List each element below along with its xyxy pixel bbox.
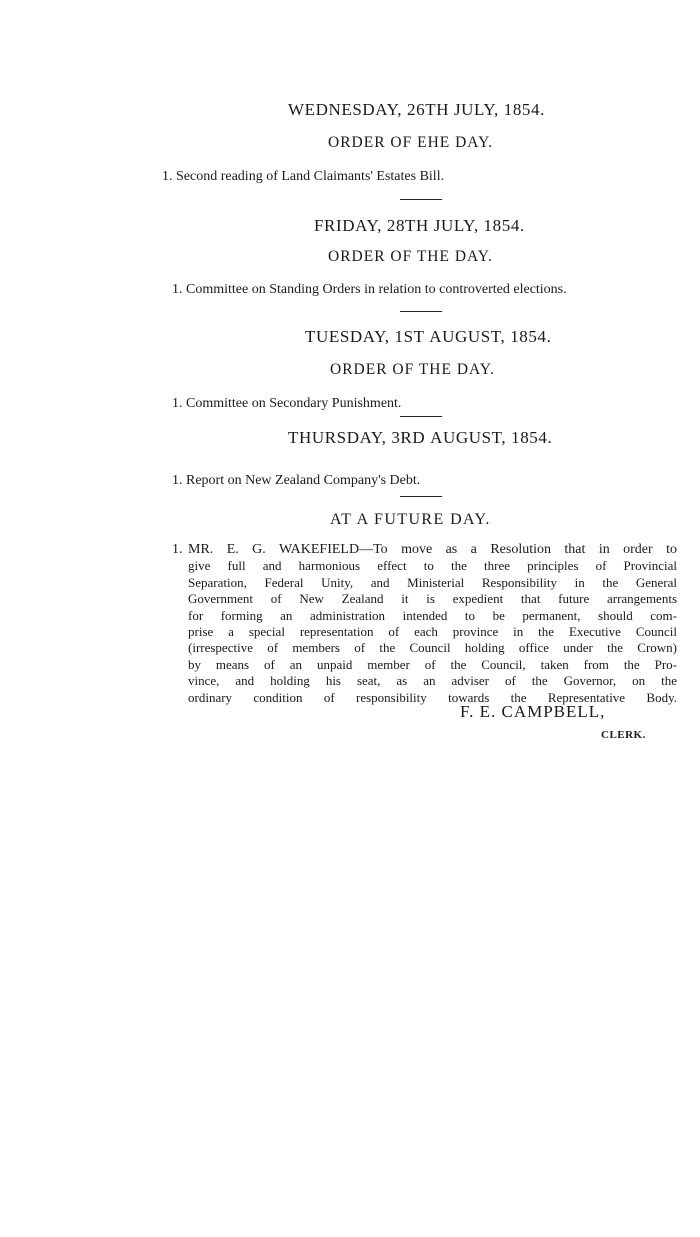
motion-line: by means of an unpaid member of the Council, taken from the Pro- bbox=[188, 656, 677, 672]
order-item: 1. Committee on Standing Orders in relation to controverted elections. bbox=[172, 282, 567, 297]
order-item: 1. Report on New Zealand Company's Debt. bbox=[172, 473, 421, 488]
section-divider bbox=[400, 199, 442, 200]
section-heading-wednesday bbox=[288, 100, 545, 120]
heading-month: AUGUST, bbox=[430, 428, 507, 447]
order-of-day-label: ORDER OF THE DAY. bbox=[330, 361, 495, 378]
section-divider bbox=[400, 311, 442, 312]
section-divider bbox=[400, 496, 442, 497]
heading-month: JULY, bbox=[433, 216, 479, 235]
order-of-day-label: ORDER OF THE DAY. bbox=[328, 248, 493, 265]
motion-line: prise a special representation of each province in the Executive Council bbox=[188, 623, 677, 639]
heading-date: 1ST bbox=[394, 327, 425, 346]
heading-month: AUGUST, bbox=[429, 327, 506, 346]
motion-line: vince, and holding his seat, as an adviser of the Governor, on the bbox=[188, 673, 677, 689]
section-heading-tuesday bbox=[305, 327, 551, 347]
heading-year: 1854. bbox=[511, 428, 553, 447]
motion-line: ordinary condition of responsibility towards the Representative Body. bbox=[188, 689, 677, 705]
section-heading-friday bbox=[314, 216, 525, 236]
motion-line: Separation, Federal Unity, and Ministerial Responsibility in the General bbox=[188, 574, 677, 590]
signatory-name: F. E. CAMPBELL, bbox=[460, 702, 606, 721]
heading-month: JULY, bbox=[453, 100, 499, 119]
heading-year: 1854. bbox=[503, 100, 545, 119]
motion-line: MR. E. G. WAKEFIELD—To move as a Resolution that in order to bbox=[188, 542, 677, 557]
motion-line: (irrespective of members of the Council holding office under the Crown) bbox=[188, 640, 677, 656]
heading-day: WEDNESDAY, bbox=[288, 100, 403, 119]
motion-line: give full and harmonious effect to the three principles of Provincial bbox=[188, 558, 677, 574]
wakefield-motion bbox=[172, 542, 677, 706]
heading-day: FRIDAY, bbox=[314, 216, 382, 235]
heading-date: 3RD bbox=[391, 428, 426, 447]
heading-year: 1854. bbox=[483, 216, 525, 235]
heading-year: 1854. bbox=[510, 327, 552, 346]
motion-line: Government of New Zealand it is expedient that future arrangements bbox=[188, 591, 677, 607]
order-item: 1. Second reading of Land Claimants' Estates Bill. bbox=[162, 169, 445, 184]
order-of-day-label: ORDER OF EHE DAY. bbox=[328, 134, 494, 151]
motion-line: for forming an administration intended to be permanent, should com- bbox=[188, 607, 677, 623]
heading-day: TUESDAY, bbox=[305, 327, 390, 346]
heading-date: 28TH bbox=[386, 216, 429, 235]
motion-number: 1. bbox=[172, 542, 183, 557]
heading-date: 26TH bbox=[407, 100, 450, 119]
signatory-title: CLERK. bbox=[601, 729, 646, 741]
heading-day: THURSDAY, bbox=[288, 428, 387, 447]
section-divider bbox=[400, 416, 442, 417]
future-day-heading: AT A FUTURE DAY. bbox=[330, 511, 491, 528]
order-item: 1. Committee on Secondary Punishment. bbox=[172, 396, 402, 411]
section-heading-thursday bbox=[288, 428, 552, 448]
